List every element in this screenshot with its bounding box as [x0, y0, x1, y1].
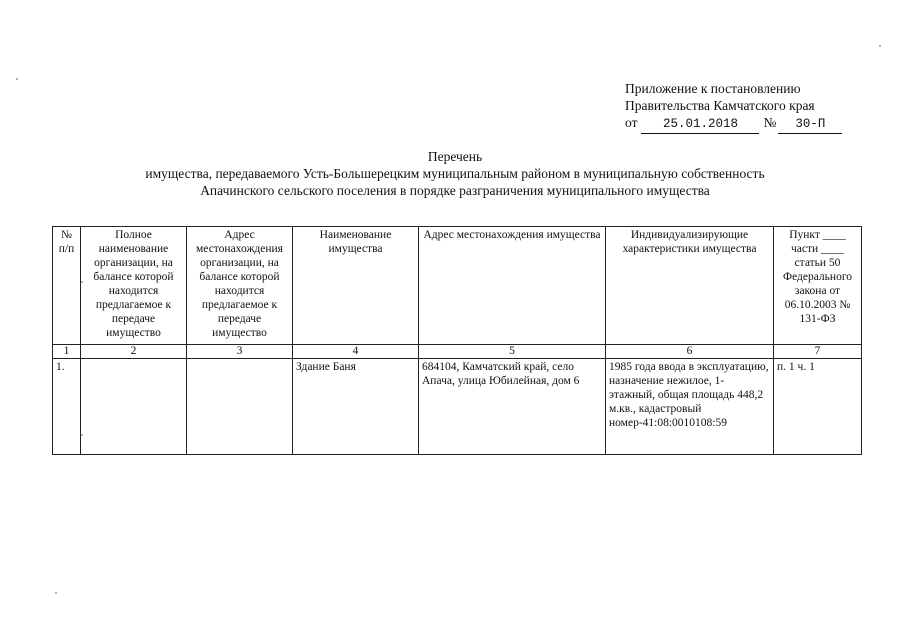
row-law-clause-cell: п. 1 ч. 1 — [774, 359, 862, 455]
header-cell-characteristics: Индивидуализирующие характеристики имущества — [606, 227, 774, 345]
column-number-cell: 1 — [53, 345, 81, 359]
header-cell-property-name: Наименование имущества — [293, 227, 419, 345]
property-table — [52, 226, 862, 455]
header-cell-num: № п/п — [53, 227, 81, 345]
row-org-name-cell — [81, 359, 187, 455]
scan-speck — [879, 45, 881, 47]
attachment-line-1: Приложение к постановлению — [625, 81, 801, 96]
scan-speck — [16, 78, 18, 80]
attachment-number-label: № — [763, 115, 777, 130]
column-number-cell: 4 — [293, 345, 419, 359]
table-row — [53, 359, 862, 455]
header-cell-org-address: Адрес местонахождения организации, на балансе которой находится предлагаемое к передаче имущество — [187, 227, 293, 345]
scan-speck — [55, 592, 57, 594]
column-number-cell: 3 — [187, 345, 293, 359]
row-characteristics-cell: 1985 года ввода в эксплуатацию, назначение нежилое, 1-этажный, общая площадь 448,2 м.кв., кадастровый номер-41:08:0010108:59 — [606, 359, 774, 455]
row-property-name-cell: Здание Баня — [293, 359, 419, 455]
scan-speck — [81, 434, 83, 436]
attachment-header — [625, 80, 842, 134]
row-org-address-cell — [187, 359, 293, 455]
attachment-date: 25.01.2018 — [641, 116, 759, 134]
header-cell-org-name: Полное наименование организации, на балансе которой находится предлагаемое к передаче имущество — [81, 227, 187, 345]
row-property-address-cell: 684104, Камчатский край, село Апача, улица Юбилейная, дом 6 — [419, 359, 606, 455]
title-line-2: имущества, передаваемого Усть-Большерецким муниципальным районом в муниципальную собственность — [145, 166, 765, 181]
title-heading: Перечень — [427, 149, 483, 164]
header-cell-law-clause: Пункт ____ части ____ статьи 50 Федерального закона от 06.10.2003 № 131-ФЗ — [774, 227, 862, 345]
table-header-row — [53, 227, 862, 345]
document-title — [60, 148, 850, 199]
attachment-from-label: от — [625, 115, 638, 130]
attachment-number: 30-П — [778, 116, 842, 134]
column-number-cell: 2 — [81, 345, 187, 359]
column-number-cell: 6 — [606, 345, 774, 359]
table-column-number-row — [53, 345, 862, 359]
attachment-line-2: Правительства Камчатского края — [625, 98, 815, 113]
column-number-cell: 7 — [774, 345, 862, 359]
title-line-3: Апачинского сельского поселения в порядке разграничения муниципального имущества — [200, 183, 710, 198]
row-num-cell: 1. — [53, 359, 81, 455]
header-cell-property-address: Адрес местонахождения имущества — [419, 227, 606, 345]
scan-speck — [81, 281, 83, 283]
attachment-line-3 — [625, 114, 842, 134]
column-number-cell: 5 — [419, 345, 606, 359]
